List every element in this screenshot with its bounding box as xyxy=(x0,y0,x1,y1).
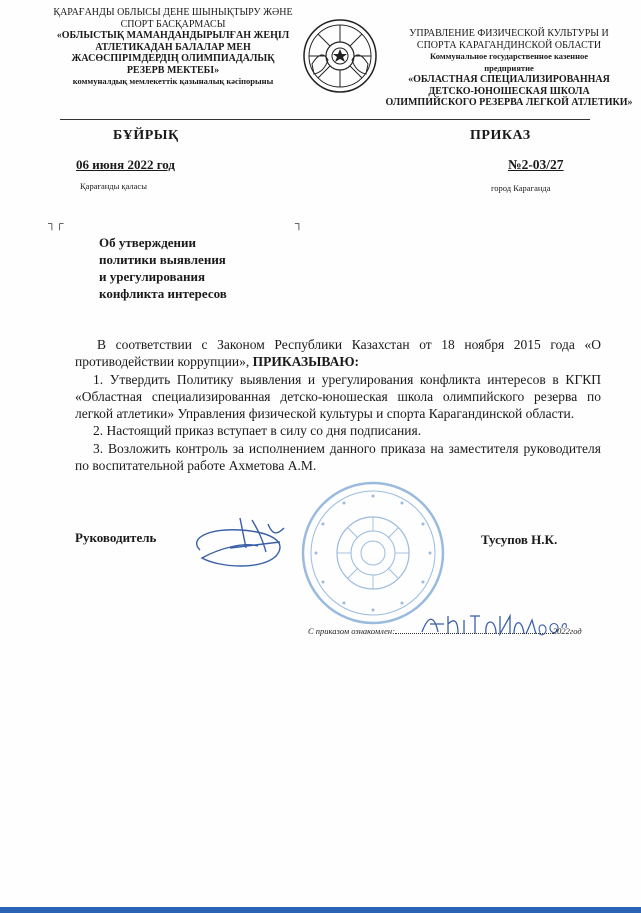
order-number: №2-03/27 xyxy=(508,157,564,172)
viewer-bottom-bar xyxy=(0,907,641,913)
subject-line: и урегулирования xyxy=(99,269,206,284)
header-left-line: АТЛЕТИКАДАН БАЛАЛАР МЕН xyxy=(95,41,251,53)
header-right-line: УПРАВЛЕНИЕ ФИЗИЧЕСКОЙ КУЛЬТУРЫ И xyxy=(409,28,609,39)
subject-line: политики выявления xyxy=(99,252,226,267)
header-left-kazakh xyxy=(48,7,298,88)
body-item-1: 1. Утвердить Политику выявления и урегулирования конфликта интересов в КГКП «Областная специализированная детско-юношеская школа олимпийского резерва по легкой атлетики» Управления физической культуры и спорта Карагандинской области. xyxy=(75,371,601,422)
director-signature-icon xyxy=(180,508,300,578)
corner-mark-left: ┐┌ xyxy=(48,218,64,230)
order-body xyxy=(75,336,601,474)
header-right-line: СПОРТА КАРАГАНДИНСКОЙ ОБЛАСТИ xyxy=(416,39,602,51)
header-right-line: предприятие xyxy=(484,62,534,73)
header-left-line: РЕЗЕРВ МЕКТЕБІ» xyxy=(126,64,220,76)
state-emblem-icon xyxy=(302,18,378,94)
body-intro-text: В соответствии с Законом Республики Казахстан от 18 ноября 2015 года «О противодействии коррупции», xyxy=(75,337,601,370)
header-right-line: «ОБЛАСТНАЯ СПЕЦИАЛИЗИРОВАННАЯ xyxy=(408,74,610,85)
header-left-line: ЖАСӨСПІРІМДЕРДІҢ ОЛИМПИАДАЛЫҚ xyxy=(71,53,275,64)
subject-line: конфликта интересов xyxy=(99,286,227,301)
header-left-line: «ОБЛЫСТЫҚ МАМАНДАНДЫРЫЛҒАН ЖЕҢІЛ xyxy=(56,30,290,41)
body-item-2: 2. Настоящий приказ вступает в силу со дня подписания. xyxy=(93,423,422,439)
doc-type-russian: ПРИКАЗ xyxy=(470,128,531,143)
corner-mark-right: ┐ xyxy=(295,218,303,230)
subject-line: Об утверждении xyxy=(99,235,197,250)
acknowledgment-suffix: 2022год xyxy=(552,626,582,636)
acknowledgment-line xyxy=(308,625,582,636)
acknowledgment-blank xyxy=(395,625,553,634)
header-left-line: СПОРТ БАСҚАРМАСЫ xyxy=(120,18,226,30)
header-left-line: ҚАРАҒАНДЫ ОБЛЫСЫ ДЕНЕ ШЫНЫҚТЫРУ ЖӘНЕ xyxy=(53,7,293,18)
header-right-russian xyxy=(382,28,636,109)
signatory-title: Руководитель xyxy=(75,530,157,545)
official-stamp-icon xyxy=(298,478,448,628)
body-intro xyxy=(75,336,601,371)
body-item-3: 3. Возложить контроль за исполнением данного приказа на заместителя руководителя по воспитательной работе Ахметова А.М. xyxy=(75,440,601,474)
order-date: 06 июня 2022 год xyxy=(76,157,175,172)
order-subject xyxy=(99,234,279,302)
doc-type-kazakh: БҰЙРЫҚ xyxy=(113,128,179,143)
signatory-name: Тусупов Н.К. xyxy=(481,532,558,547)
acknowledgment-prefix: С приказом ознакомлен: xyxy=(308,626,395,636)
city-russian: город Караганда xyxy=(491,183,551,193)
header-right-line: ОЛИМПИЙСКОГО РЕЗЕРВА ЛЕГКОЙ АТЛЕТИКИ» xyxy=(385,97,633,108)
body-order-keyword: ПРИКАЗЫВАЮ: xyxy=(252,354,360,370)
city-kazakh: Қарағанды қаласы xyxy=(80,181,147,191)
header-right-line: Коммунальное государственное казенное xyxy=(429,51,589,61)
header-right-line: ДЕТСКО-ЮНОШЕСКАЯ ШКОЛА xyxy=(428,85,590,97)
header-divider xyxy=(60,119,590,120)
header-left-line: коммуналдық мемлекеттік қазыналық кәсіпорыны xyxy=(72,76,274,86)
